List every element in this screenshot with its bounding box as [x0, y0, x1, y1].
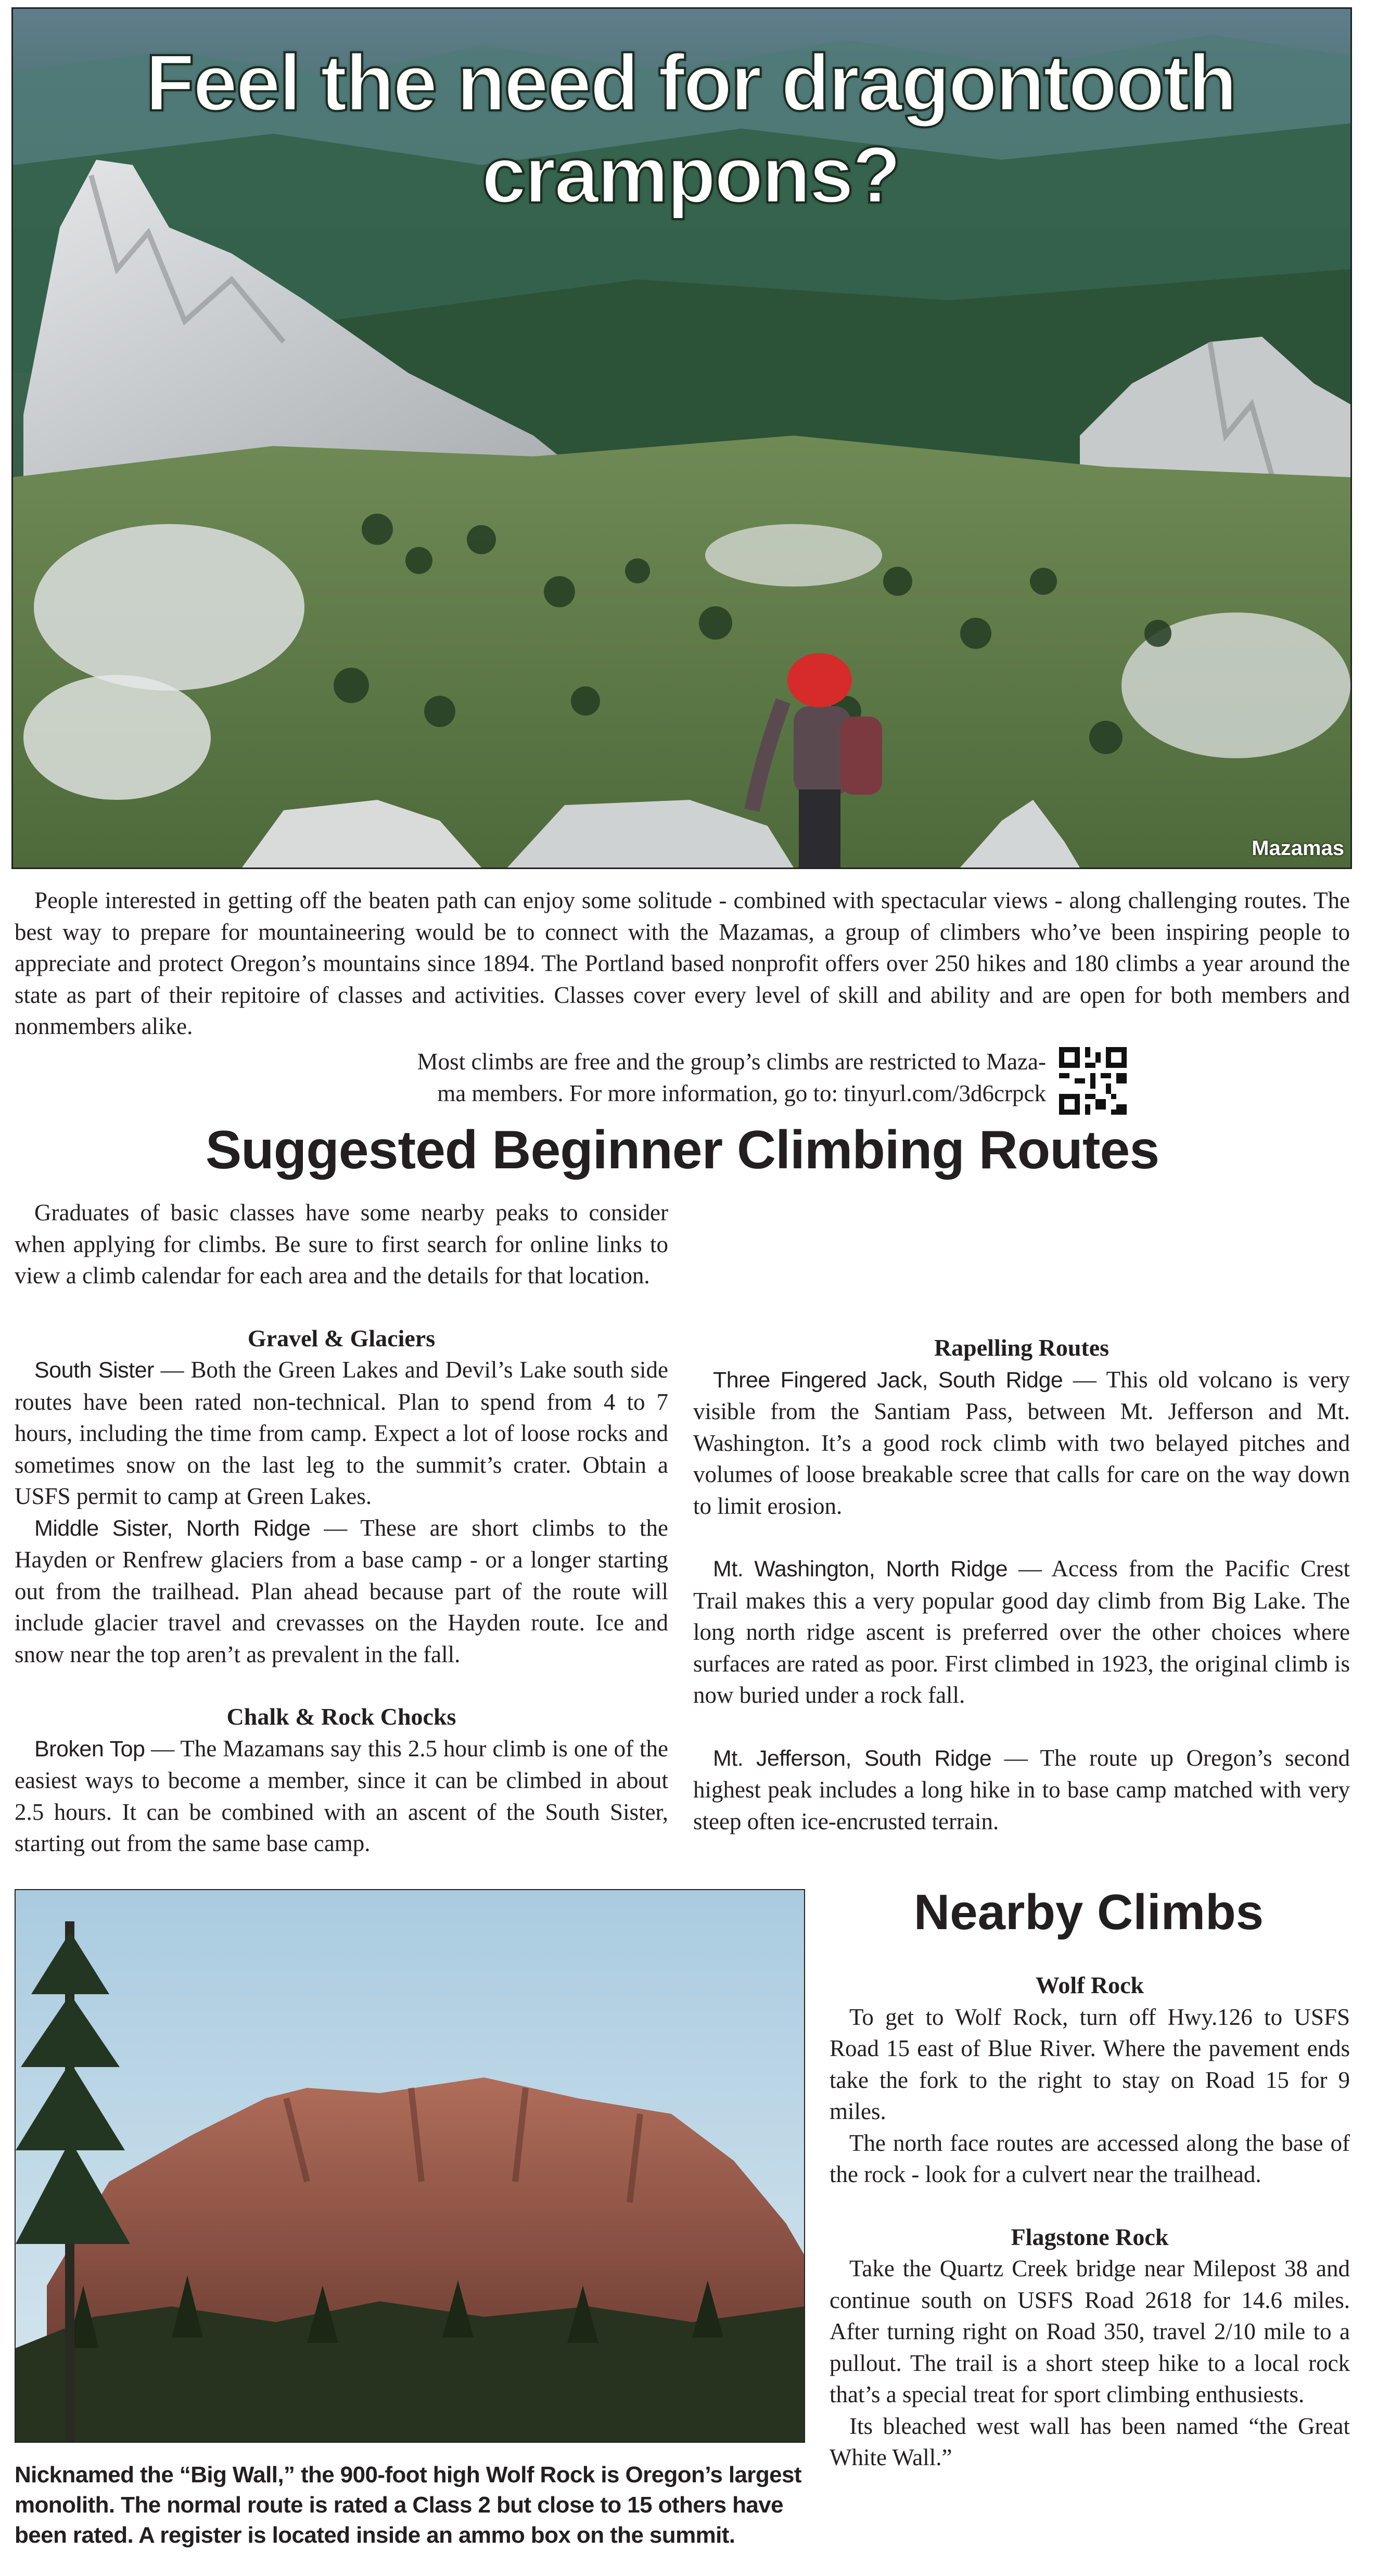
- nearby-column: [830, 1970, 1350, 2473]
- broken-top-text: — The Mazamans say this 2.5 hour climb is one of the easiest ways to become a member, since it can be climbed in about 2.5 hours. It can be combined with an ascent of the South Sister, starting out from the same base camp.: [15, 1735, 669, 1856]
- middle-sister-name: Middle Sister, North Ridge: [34, 1515, 311, 1541]
- jefferson-name: Mt. Jefferson, South Ridge: [713, 1745, 992, 1771]
- tfj-entry: [693, 1364, 1350, 1522]
- routes-right-column: [693, 1332, 1350, 1837]
- south-sister-name: South Sister: [34, 1358, 154, 1383]
- nearby-title: Nearby Climbs: [913, 1884, 1264, 1940]
- chalk-heading: Chalk & Rock Chocks: [226, 1703, 456, 1730]
- south-sister-text: — Both the Green Lakes and Devil’s Lake south side routes have been rated non-technical. Plan to spend from 4 to 7 hours, including the time from camp. Expect a lot of loose rocks and sometimes snow on the last leg to the summit’s crater. Obtain a USFS permit to camp at Green Lakes.: [15, 1357, 668, 1509]
- photo-caption: Nicknamed the “Big Wall,” the 900-foot high Wolf Rock is Oregon’s largest monolith. The normal route is rated a Class 2 but close to 15 others have been rated. A register is located inside an ammo box on the summit.: [15, 2462, 801, 2548]
- flagstone-p1: Take the Quartz Creek bridge near Milepost 38 and continue south on USFS Road 2618 for 14.6 miles. After turning right on Road 350, travel 2/10 mile to a pullout. The trail is a short steep hike to a local rock that’s a special treat for sport climbing enthusiests.: [830, 2255, 1350, 2407]
- flagstone-heading: Flagstone Rock: [1011, 2223, 1169, 2250]
- jefferson-text: — The route up Oregon’s second highest peak includes a long hike in to base camp matched with very steep often ice-encrusted terrain.: [693, 1744, 1350, 1834]
- wolf-rock-p1: To get to Wolf Rock, turn off Hwy.126 to USFS Road 15 east of Blue River. Where the pavement ends take the fork to the right to stay on Road 15 for 9 miles.: [830, 2004, 1350, 2124]
- broken-top-entry: [15, 1733, 668, 1859]
- wolf-rock-p2: The north face routes are accessed along the base of the rock - look for a culvert near the trailhead.: [830, 2129, 1350, 2187]
- intro-block: [15, 885, 1350, 1042]
- routes-left-column: [15, 1197, 668, 1859]
- headline: Feel the need for dragontooth crampons?: [145, 38, 1236, 220]
- middle-sister-text: — These are short climbs to the Hayden or Renfrew glaciers from a base camp - or a longer starting out from the trailhead. Plan ahead because part of the route will include glacier travel and crevasses on the Hayden route. Ice and snow near the top aren’t as prevalent in the fall.: [15, 1514, 668, 1667]
- wolf-rock-illustration: [16, 1890, 804, 2442]
- broken-top-name: Broken Top: [34, 1736, 145, 1762]
- photo-credit: Mazamas: [1252, 837, 1344, 860]
- tfj-name: Three Fingered Jack, South Ridge: [713, 1367, 1063, 1393]
- jefferson-entry: [693, 1742, 1350, 1838]
- intro-paragraph: People interested in getting off the beaten path can enjoy some solitude - combined with spectacular views - along challenging routes. The best way to prepare for mountaineering would be to connect with the Mazamas, a group of climbers who’ve been inspiring people to appreciate and protect Oregon’s mountains since 1894. The Portland based nonprofit offers over 250 hikes and 180 climbs a year around the state as part of their repitoire of classes and activities. Classes cover every level of skill and ability and are open for both members and nonmembers alike.: [15, 887, 1350, 1039]
- intro-line-2: Most climbs are free and the group’s climbs are restricted to Maza-: [417, 1049, 1046, 1075]
- tfj-text: — This old volcano is very visible from the Santiam Pass, between Mt. Jefferson and Mt. Washington. It’s a good rock climb with two belayed pitches and volumes of loose breakable scree that calls for care on the way down to limit erosion.: [693, 1366, 1350, 1519]
- gravel-heading: Gravel & Glaciers: [247, 1324, 436, 1351]
- routes-title: Suggested Beginner Climbing Routes: [205, 1120, 1159, 1180]
- qr-code-icon[interactable]: [1059, 1047, 1127, 1115]
- washington-name: Mt. Washington, North Ridge: [713, 1557, 1008, 1582]
- flagstone-p2: Its bleached west wall has been named “the Great White Wall.”: [830, 2413, 1350, 2470]
- south-sister-entry: [15, 1354, 668, 1512]
- wolf-rock-heading: Wolf Rock: [1035, 1972, 1144, 1998]
- hero-photo: [11, 7, 1352, 869]
- washington-text: — Access from the Pacific Crest Trail makes this a very popular good day climb from Big Lake. The long north ridge ascent is preferred over the other choices where surfaces are rated as poor. First climbed in 1923, the original climb is now buried under a rock fall.: [693, 1555, 1350, 1708]
- routes-intro: Graduates of basic classes have some nearby peaks to consider when applying for climbs. Be sure to first search for online links to view a climb calendar for each area and the details for that location.: [15, 1200, 668, 1289]
- rappelling-heading: Rapelling Routes: [934, 1334, 1110, 1361]
- intro-line-3: ma members. For more information, go to: tinyurl.com/3d6crpck: [437, 1080, 1046, 1106]
- intro-closing: [328, 1046, 1046, 1109]
- wolf-rock-photo: [15, 1889, 805, 2443]
- washington-entry: [693, 1553, 1350, 1711]
- middle-sister-entry: [15, 1512, 668, 1670]
